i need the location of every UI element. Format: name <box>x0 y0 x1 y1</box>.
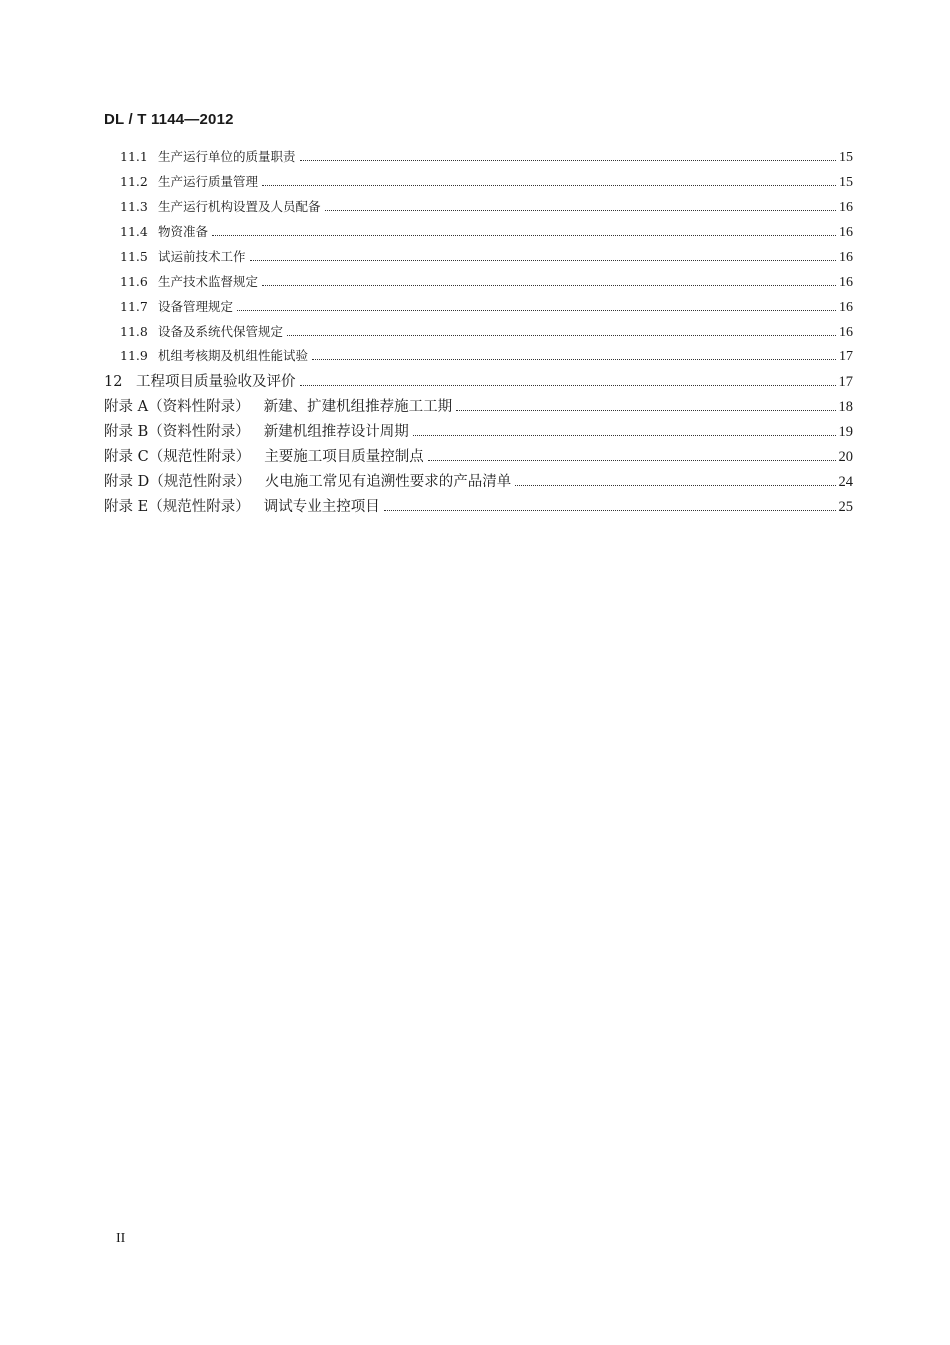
dot-leader <box>428 460 836 461</box>
toc-entry-title: 生产技术监督规定 <box>158 274 259 289</box>
toc-entry-title: 设备及系统代保管规定 <box>158 324 284 339</box>
toc-entry-11-3[interactable] <box>120 197 853 217</box>
toc-entry-number: 11.6 <box>120 274 148 289</box>
standard-code-header: DL / T 1144—2012 <box>104 111 234 128</box>
toc-entry-title: 机组考核期及机组性能试验 <box>158 348 309 363</box>
toc-entry-page: 16 <box>839 225 853 240</box>
appendix-label: 附录 A（资料性附录） <box>104 399 250 415</box>
toc-entry-page: 18 <box>838 399 853 415</box>
toc-entry-title: 设备管理规定 <box>158 299 234 314</box>
dot-leader <box>262 185 836 186</box>
dot-leader <box>287 335 836 336</box>
toc-entry-page: 15 <box>839 175 853 190</box>
toc-entry-page: 16 <box>839 250 853 265</box>
toc-entry-page: 17 <box>839 349 853 364</box>
dot-leader <box>300 160 836 161</box>
dot-leader <box>262 285 836 286</box>
toc-entry-number: 11.9 <box>120 348 148 363</box>
toc-entry-11-5[interactable] <box>120 247 853 267</box>
toc-entry-appendix-a[interactable] <box>104 395 853 417</box>
toc-entry-number: 11.3 <box>120 199 148 214</box>
appendix-label: 附录 E（规范性附录） <box>104 499 250 515</box>
toc-entry-page: 15 <box>839 150 853 165</box>
toc-entry-appendix-b[interactable] <box>104 420 853 442</box>
dot-leader <box>250 260 836 261</box>
toc-entry-11-9[interactable] <box>120 346 853 366</box>
toc-entry-title: 主要施工项目质量控制点 <box>264 449 424 465</box>
toc-entry-title: 工程项目质量验收及评价 <box>136 374 296 390</box>
dot-leader <box>384 510 836 511</box>
appendix-label: 附录 C（规范性附录） <box>104 449 251 465</box>
toc-entry-11-1[interactable] <box>120 147 853 167</box>
toc-entry-number: 11.7 <box>120 299 148 314</box>
toc-entry-title: 新建机组推荐设计周期 <box>263 424 409 440</box>
dot-leader <box>456 410 835 411</box>
toc-entry-page: 20 <box>838 449 853 465</box>
dot-leader <box>312 359 836 360</box>
toc-entry-title: 试运前技术工作 <box>158 249 246 264</box>
toc-entry-title: 新建、扩建机组推荐施工工期 <box>263 399 453 415</box>
toc-entry-page: 25 <box>838 499 853 515</box>
toc-entry-title: 火电施工常见有追溯性要求的产品清单 <box>264 474 512 490</box>
dot-leader <box>237 310 836 311</box>
toc-entry-title: 调试专业主控项目 <box>263 499 380 515</box>
toc-entry-title: 生产运行单位的质量职责 <box>158 149 296 164</box>
toc-entry-appendix-d[interactable] <box>104 470 853 492</box>
toc-entry-title: 物资准备 <box>158 224 209 239</box>
toc-entry-page: 16 <box>839 275 853 290</box>
toc-entry-11-6[interactable] <box>120 272 853 292</box>
dot-leader <box>300 385 836 386</box>
toc-entry-page: 24 <box>838 474 853 490</box>
toc-entry-page: 16 <box>839 300 853 315</box>
appendix-label: 附录 D（规范性附录） <box>104 474 251 490</box>
toc-entry-number: 11.2 <box>120 174 148 189</box>
toc-entry-number: 11.5 <box>120 249 148 264</box>
toc-entry-number: 11.1 <box>120 149 148 164</box>
toc-entry-number: 11.8 <box>120 324 148 339</box>
appendix-label: 附录 B（资料性附录） <box>104 424 250 440</box>
dot-leader <box>413 435 836 436</box>
toc-entry-11-7[interactable] <box>120 297 853 317</box>
toc-entry-page: 16 <box>839 325 853 340</box>
toc-entry-11-4[interactable] <box>120 222 853 242</box>
dot-leader <box>212 235 836 236</box>
toc-entry-title: 生产运行机构设置及人员配备 <box>158 199 321 214</box>
toc-entry-appendix-c[interactable] <box>104 445 853 467</box>
toc-entry-page: 17 <box>838 374 853 390</box>
page-number-footer: II <box>116 1231 126 1246</box>
toc-entry-number: 11.4 <box>120 224 148 239</box>
dot-leader <box>515 485 835 486</box>
toc-entry-appendix-e[interactable] <box>104 495 853 517</box>
toc-entry-title: 生产运行质量管理 <box>158 174 259 189</box>
toc-entry-number: 12 <box>104 374 123 390</box>
toc-entry-11-8[interactable] <box>120 322 853 342</box>
dot-leader <box>325 210 836 211</box>
toc-entry-chapter-12[interactable] <box>104 370 853 392</box>
toc-entry-page: 19 <box>838 424 853 440</box>
toc-entry-page: 16 <box>839 200 853 215</box>
toc-entry-11-2[interactable] <box>120 172 853 192</box>
